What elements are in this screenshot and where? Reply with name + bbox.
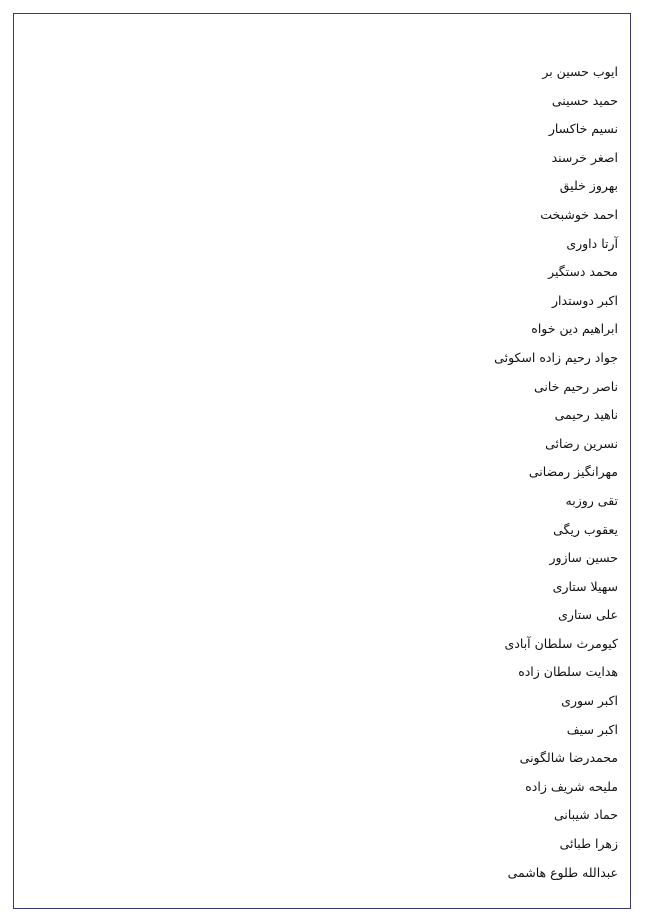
list-item: علی ستاری: [558, 607, 618, 623]
list-item: هدایت سلطان زاده: [518, 664, 618, 680]
list-item: محمدرضا شالگونی: [519, 750, 618, 766]
list-item: ناصر رحیم خانی: [533, 378, 618, 394]
list-item: محمد دستگیر: [548, 264, 618, 280]
list-item: حماد شیبانی: [553, 807, 618, 823]
list-item: نسرین رضائی: [545, 435, 618, 451]
list-item: حسین سازور: [549, 550, 618, 566]
list-item: جواد رحیم زاده اسکوئی: [494, 349, 618, 365]
list-item: زهرا طبائی: [559, 836, 618, 852]
list-item: تقی روزبه: [565, 492, 618, 508]
list-item: اکبر دوستدار: [552, 292, 618, 308]
list-item: ابراهیم دین خواه: [531, 321, 618, 337]
list-item: یعقوب ریگی: [553, 521, 618, 537]
list-item: احمد خوشبخت: [540, 206, 618, 222]
list-item: اصغر خرسند: [551, 149, 618, 165]
document-page: [13, 13, 631, 909]
list-item: بهروز خلیق: [559, 178, 618, 194]
list-item: ملیحه شریف زاده: [525, 778, 618, 794]
list-item: اکبر سیف: [566, 721, 618, 737]
list-item: نسیم خاکسار: [548, 121, 618, 137]
list-item: مهرانگیز رمضانی: [528, 464, 618, 480]
list-item: سهیلا ستاری: [552, 578, 618, 594]
list-item: ایوب حسین بر: [542, 64, 618, 79]
list-item: آرتا داوری: [566, 235, 618, 251]
names-list: [494, 58, 618, 887]
list-item: کیومرث سلطان آبادی: [504, 635, 618, 651]
list-item: حمید حسینی: [551, 92, 618, 108]
list-item: عبدالله طلوع هاشمی: [507, 864, 618, 880]
list-item: اکبر سوری: [561, 693, 618, 709]
list-item: ناهید رحیمی: [554, 407, 618, 423]
